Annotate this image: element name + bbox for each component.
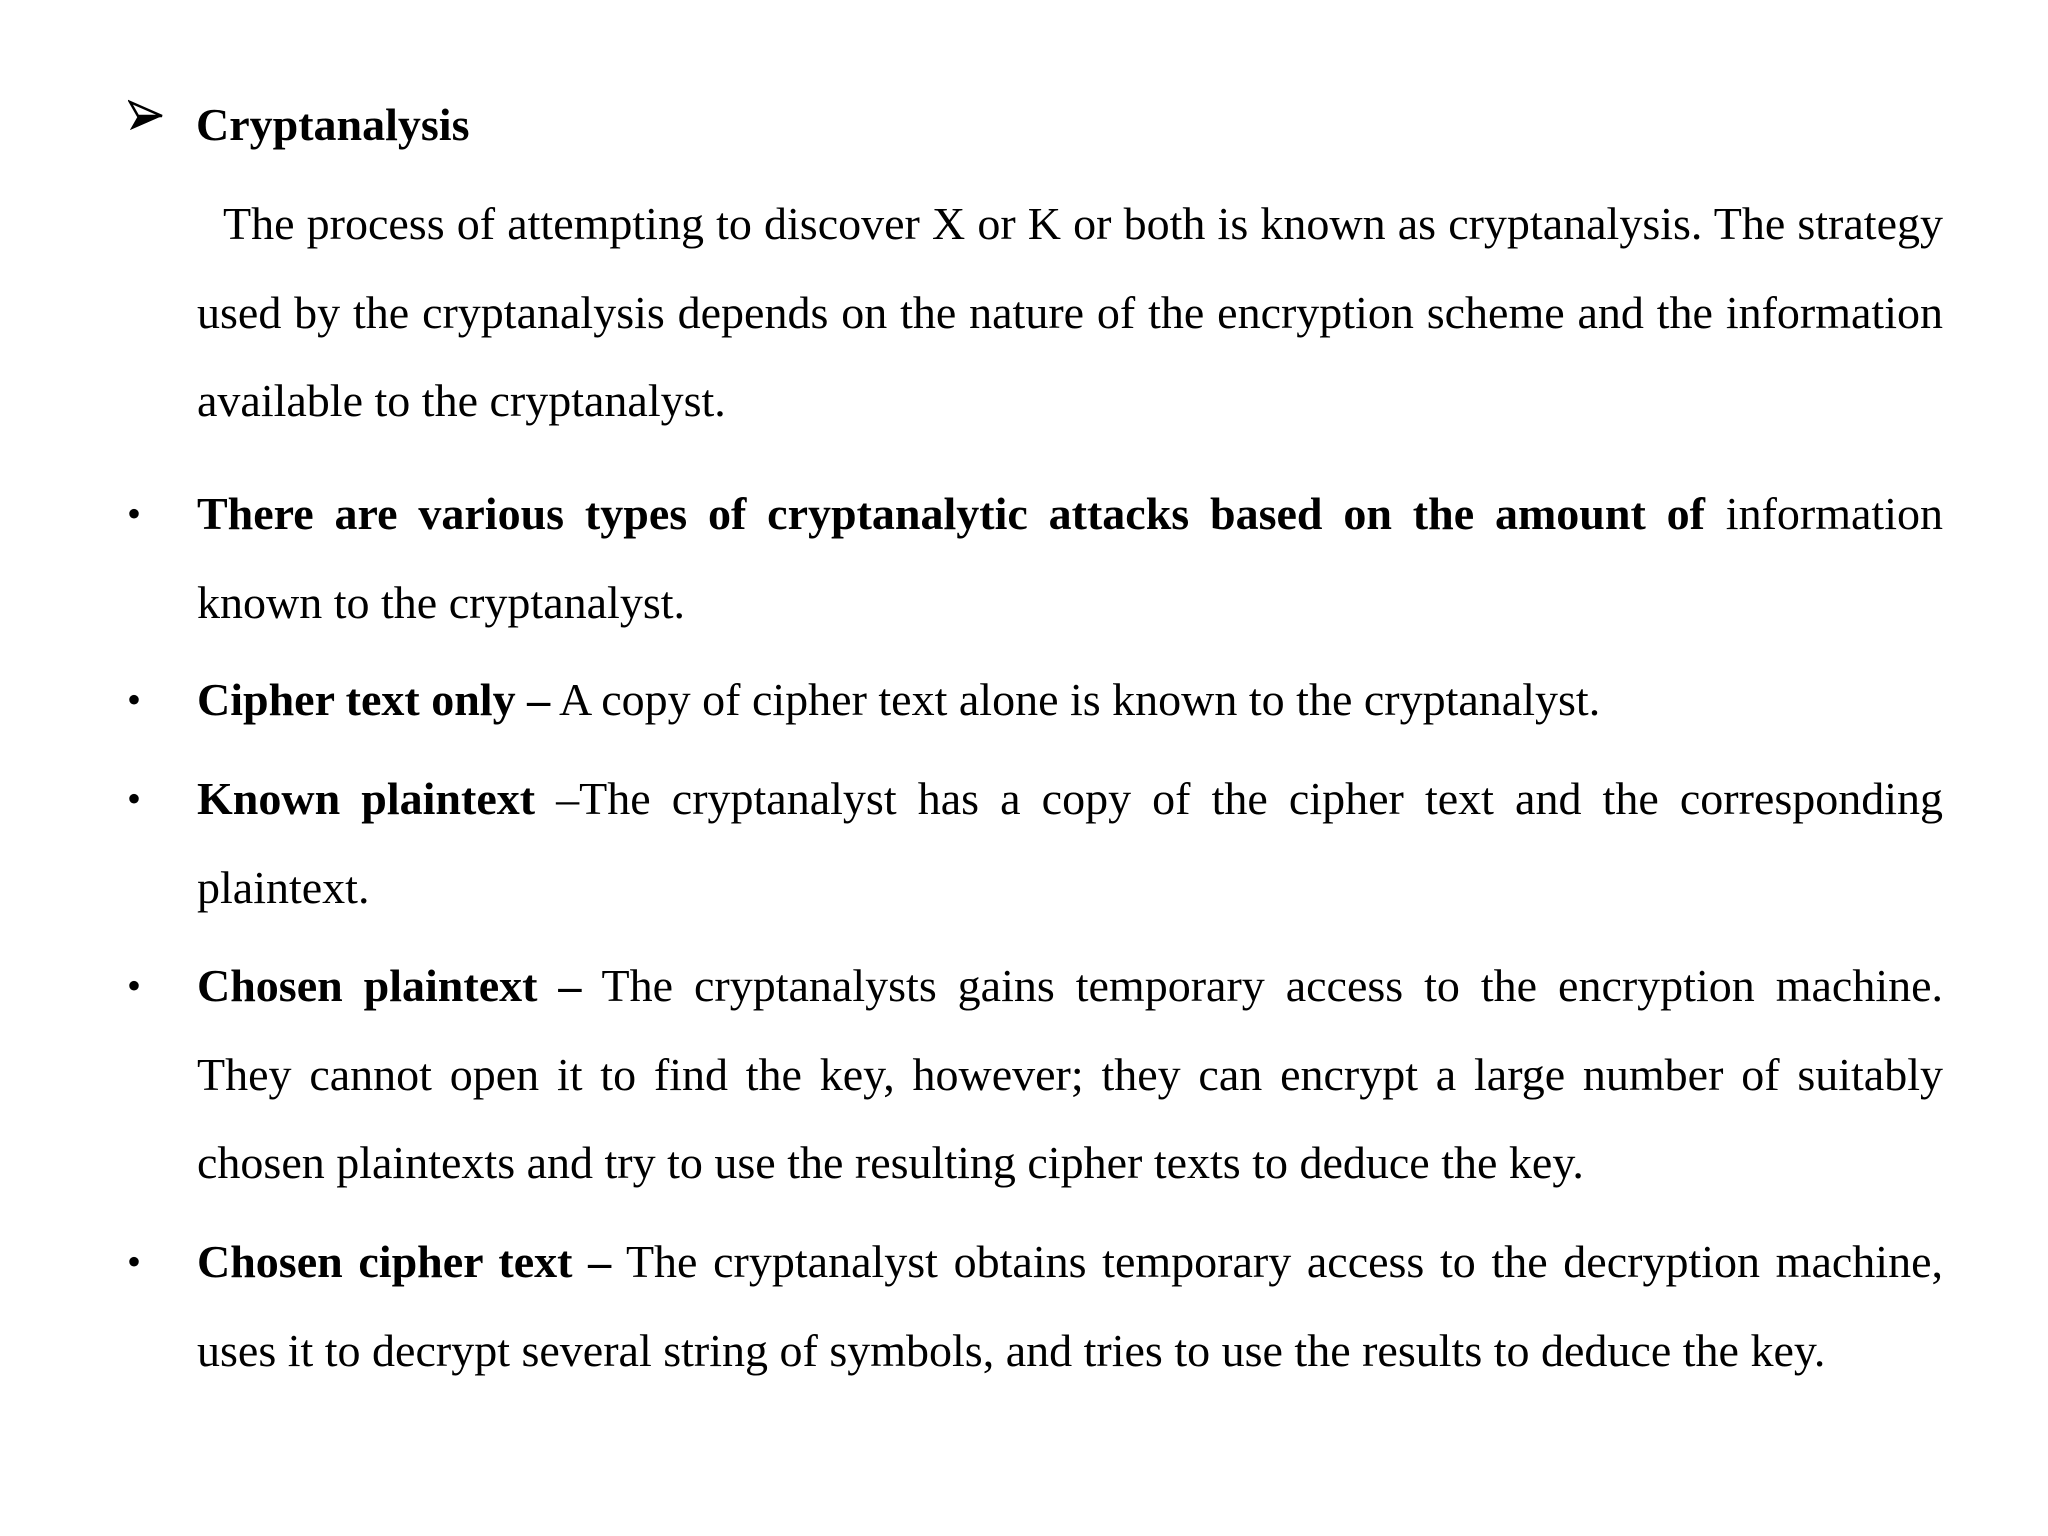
bullet-dot: • [127, 1239, 142, 1284]
list-item-text [197, 470, 1943, 647]
bullet-dot: • [127, 677, 142, 722]
arrow-bullet-icon [128, 98, 164, 134]
intro-paragraph: The process of attempting to discover X or K or both is known as cryptanalysis. The strategy used by the cryptanalysis depends on the nature of the encryption scheme and the information available to the cryptanalyst. [197, 198, 1943, 426]
list-item-term: Chosen cipher text – [197, 1236, 612, 1287]
bullet-dot: • [127, 963, 142, 1008]
list-item-text [197, 656, 1943, 745]
list-item-text [197, 942, 1943, 1208]
bullet-dot: • [127, 776, 142, 821]
list-item-description: –The cryptanalyst has a copy of the cipher text and the corresponding plaintext. [197, 773, 1944, 913]
list-item-term: Cipher text only – [197, 674, 551, 725]
list-item-description: information known to the cryptanalyst. [197, 488, 1943, 628]
bullet-dot: • [127, 491, 142, 536]
list-item-description: The cryptanalysts gains temporary access to the encryption machine. They cannot open it to find the key, however; they can encrypt a large number of suitably chosen plaintexts and try to use the resulting cipher texts to deduce the key. [197, 960, 1944, 1188]
section-heading [128, 92, 1948, 162]
list-item-term: There are various types of cryptanalytic attacks based on the amount of [197, 488, 1705, 539]
list-item-description: A copy of cipher text alone is known to the cryptanalyst. [550, 674, 1601, 725]
list-item-text [197, 1218, 1943, 1395]
list-item-description: The cryptanalyst obtains temporary access to the decryption machine, uses it to decrypt several string of symbols, and tries to use the results to deduce the key. [197, 1236, 1943, 1376]
section-title: Cryptanalysis [196, 99, 470, 150]
list-item-term: Chosen plaintext – [197, 960, 582, 1011]
list-item-text [197, 755, 1943, 932]
list-item-term: Known plaintext [197, 773, 536, 824]
